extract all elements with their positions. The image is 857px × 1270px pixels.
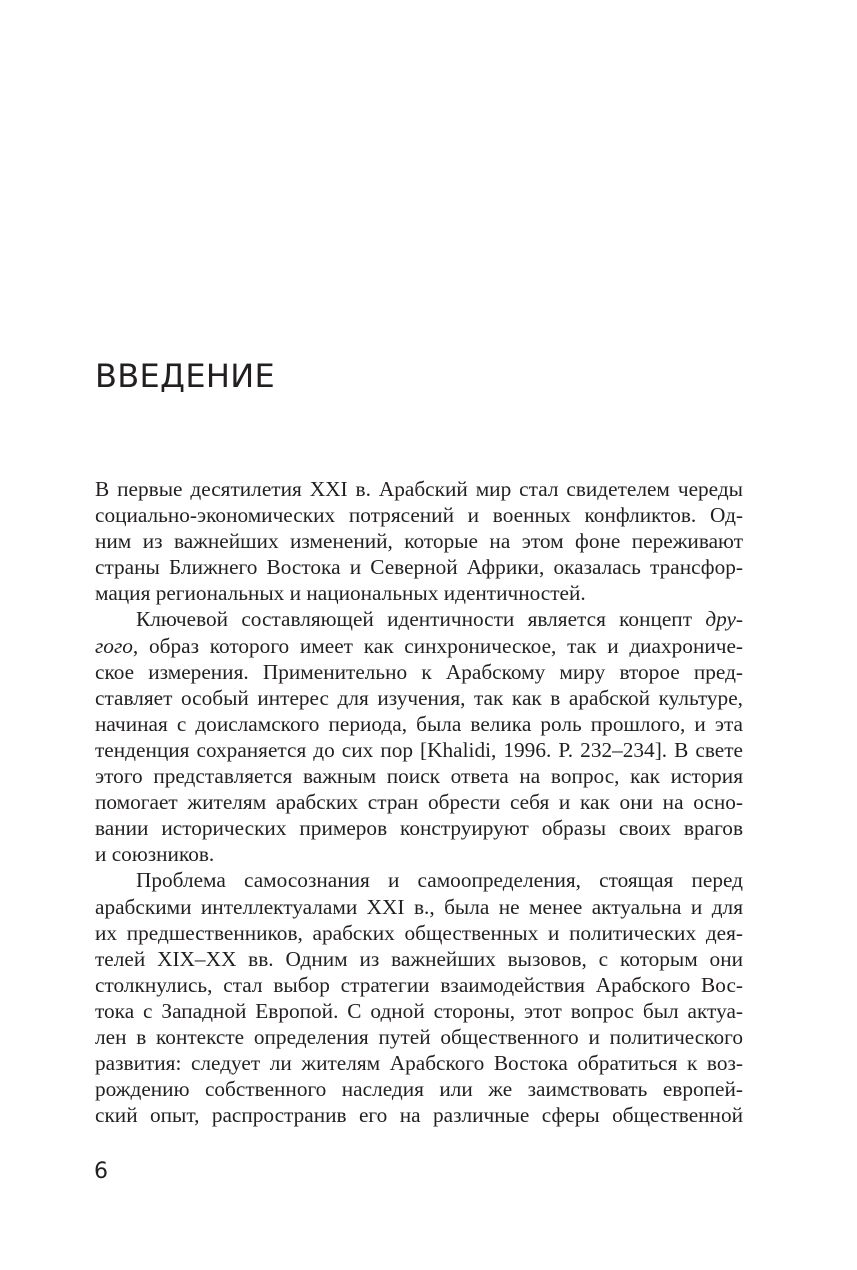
page-number: 6 — [94, 1159, 108, 1184]
text-line: этого представляется важным поиск ответа на вопрос, как история — [95, 764, 743, 789]
text-line: арабскими интеллектуалами XXI в., была не менее актуальна и для — [95, 894, 743, 919]
text-line: гого, образ которого имеет как синхроническое, так и диахрониче- — [95, 633, 743, 658]
text-line: страны Ближнего Востока и Северной Африки, оказалась трансфор- — [95, 555, 743, 580]
text-line: социально-экономических потрясений и военных конфликтов. Од- — [95, 503, 743, 528]
italic-term: дру- — [705, 607, 743, 632]
text-segment: Ключевой составляющей идентичности является концепт дру- — [136, 607, 743, 632]
text-line: Проблема самосознания и самоопределения, стоящая перед — [136, 868, 743, 893]
text-line: ставляет особый интерес для изучения, так как в арабской культуре, — [95, 685, 743, 710]
text-line: их предшественников, арабских общественных и политических дея- — [95, 920, 743, 945]
text-line: телей XIX–XX вв. Одним из важнейших вызовов, с которым они — [95, 946, 743, 971]
text-line: лен в контексте определения путей общественного и политического — [95, 1024, 743, 1049]
text-line: помогает жителям арабских стран обрести себя и как они на осно- — [95, 790, 743, 815]
text-line: В первые десятилетия XXI в. Арабский мир стал свидетелем череды — [95, 477, 743, 501]
text-line: рождению собственного наследия или же заимствовать европей- — [95, 1077, 743, 1102]
text-line-italic-end — [95, 606, 743, 632]
italic-term: гого — [95, 633, 133, 658]
text-line: ское измерения. Применительно к Арабскому миру второе пред- — [95, 659, 743, 684]
text-line: мация региональных и национальных идентичностей. — [95, 581, 586, 606]
text-line: ский опыт, распространив его на различные сферы общественной — [95, 1103, 743, 1128]
text-line: столкнулись, стал выбор стратегии взаимодействия Арабского Вос- — [95, 972, 743, 997]
text-line: начиная с доисламского периода, была велика роль прошлого, и эта — [95, 711, 743, 736]
text-line: ним из важнейших изменений, которые на этом фоне переживают — [95, 529, 743, 554]
text-line: тенденция сохраняется до сих пор [Khalidi, 1996. P. 232–234]. В свете — [95, 737, 743, 762]
text-line: и союзников. — [95, 842, 215, 867]
text-line: тока с Западной Европой. С одной стороны, этот вопрос был актуа- — [95, 998, 743, 1023]
text-line: развития: следует ли жителям Арабского Востока обратиться к воз- — [95, 1051, 743, 1076]
chapter-heading: ВВЕДЕНИЕ — [95, 357, 275, 395]
text-line: вании исторических примеров конструируют образы своих врагов — [95, 816, 743, 841]
body-text — [95, 476, 743, 1128]
